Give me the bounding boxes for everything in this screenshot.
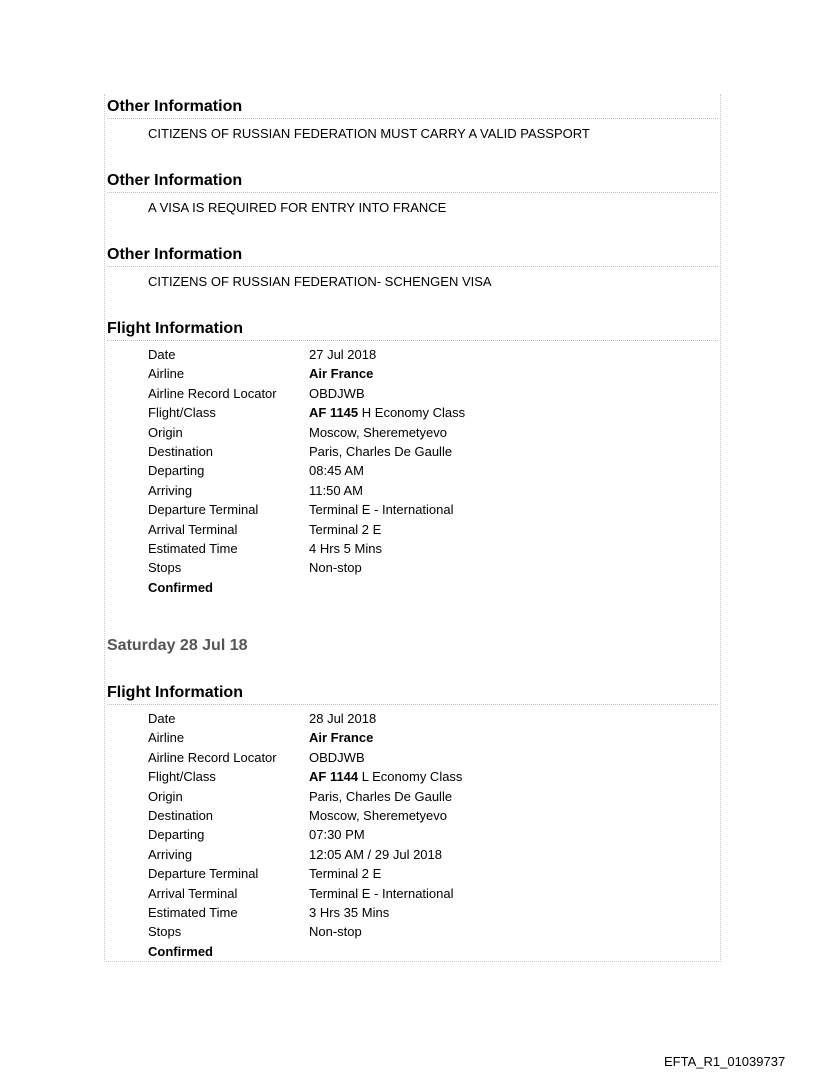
cabin-class: H Economy Class <box>358 405 466 421</box>
field-label: Departure Terminal <box>148 866 259 882</box>
flight-row-estimated-time <box>148 539 708 558</box>
field-label: Origin <box>148 424 183 440</box>
field-value: Air France <box>309 366 374 382</box>
flight-row-origin <box>148 787 708 806</box>
field-value: 28 Jul 2018 <box>309 711 377 726</box>
field-value: 08:45 AM <box>309 463 364 479</box>
cabin-class: L Economy Class <box>358 769 463 785</box>
flight-number: AF 1144 <box>309 769 359 785</box>
itinerary-document <box>104 94 721 962</box>
other-information-heading-1: Other Information <box>107 96 718 119</box>
field-value: Moscow, Sheremetyevo <box>309 807 448 823</box>
flight-row-arriving <box>148 481 708 500</box>
field-value: OBDJWB <box>309 749 365 765</box>
flight-row-departure-terminal <box>148 864 708 883</box>
flight-information-heading-1: Flight Information <box>107 318 718 341</box>
field-label: Airline Record Locator <box>148 385 277 401</box>
field-label: Arriving <box>148 846 193 862</box>
flight-row-flight-class <box>148 403 708 422</box>
field-label: Origin <box>148 788 183 804</box>
booking-status-2: Confirmed <box>148 943 213 959</box>
flight-row-date <box>148 345 708 364</box>
field-value: Terminal 2 E <box>309 866 382 882</box>
field-value: OBDJWB <box>309 385 365 401</box>
other-information-heading-2: Other Information <box>107 170 718 193</box>
field-label: Date <box>148 347 176 362</box>
flight-details-1 <box>148 345 708 597</box>
flight-row-arriving <box>148 845 708 864</box>
field-value: 07:30 PM <box>309 827 365 843</box>
field-label: Stops <box>148 560 182 576</box>
field-label: Departing <box>148 827 205 843</box>
field-value: Terminal 2 E <box>309 521 382 537</box>
field-label: Airline Record Locator <box>148 749 277 765</box>
field-label: Destination <box>148 443 214 459</box>
field-value: Air France <box>309 730 374 746</box>
flight-row-locator <box>148 384 708 403</box>
field-value: Paris, Charles De Gaulle <box>309 788 453 804</box>
flight-details-2 <box>148 709 708 961</box>
booking-status-1: Confirmed <box>148 579 213 595</box>
field-label: Departure Terminal <box>148 502 259 518</box>
field-value: 4 Hrs 5 Mins <box>309 540 382 556</box>
flight-information-heading-2: Flight Information <box>107 682 718 705</box>
field-label: Flight/Class <box>148 405 216 421</box>
field-label: Arriving <box>148 482 193 498</box>
flight-row-departing <box>148 461 708 480</box>
field-value: 11:50 AM <box>309 482 363 498</box>
flight-row-departure-terminal <box>148 500 708 519</box>
day-heading: Saturday 28 Jul 18 <box>107 637 248 654</box>
flight-row-date <box>148 709 708 728</box>
field-label: Stops <box>148 924 182 940</box>
field-value: 3 Hrs 35 Mins <box>309 904 390 920</box>
field-value: Terminal E - International <box>309 885 454 901</box>
field-value: Moscow, Sheremetyevo <box>309 424 448 440</box>
field-value: Non-stop <box>309 560 362 576</box>
other-information-text-2: A VISA IS REQUIRED FOR ENTRY INTO FRANCE <box>148 200 447 215</box>
field-label: Arrival Terminal <box>148 521 238 537</box>
field-label: Date <box>148 711 176 726</box>
field-label: Departing <box>148 463 205 479</box>
flight-row-arrival-terminal <box>148 884 708 903</box>
flight-row-stops <box>148 558 708 577</box>
field-label: Flight/Class <box>148 769 216 785</box>
flight-row-flight-class <box>148 767 708 786</box>
other-information-heading-3: Other Information <box>107 244 718 267</box>
field-value: 27 Jul 2018 <box>309 347 377 362</box>
field-value: Terminal E - International <box>309 502 454 518</box>
field-label: Airline <box>148 730 185 746</box>
field-label: Airline <box>148 366 185 382</box>
flight-row-estimated-time <box>148 903 708 922</box>
other-information-text-1: CITIZENS OF RUSSIAN FEDERATION MUST CARRY A VALID PASSPORT <box>148 126 590 141</box>
flight-row-arrival-terminal <box>148 520 708 539</box>
field-label: Arrival Terminal <box>148 885 238 901</box>
flight-number: AF 1145 <box>309 405 359 421</box>
document-id: EFTA_R1_01039737 <box>664 1054 786 1069</box>
field-value: 12:05 AM / 29 Jul 2018 <box>309 846 442 862</box>
flight-row-airline <box>148 728 708 747</box>
flight-row-locator <box>148 748 708 767</box>
field-label: Estimated Time <box>148 540 238 556</box>
field-label: Estimated Time <box>148 904 238 920</box>
flight-row-departing <box>148 825 708 844</box>
flight-row-stops <box>148 922 708 941</box>
flight-row-origin <box>148 423 708 442</box>
field-label: Destination <box>148 807 214 823</box>
other-information-text-3: CITIZENS OF RUSSIAN FEDERATION- SCHENGEN VISA <box>148 274 492 289</box>
flight-row-airline <box>148 364 708 383</box>
flight-row-destination <box>148 806 708 825</box>
flight-row-destination <box>148 442 708 461</box>
field-value: Non-stop <box>309 924 362 940</box>
field-value: Paris, Charles De Gaulle <box>309 443 453 459</box>
